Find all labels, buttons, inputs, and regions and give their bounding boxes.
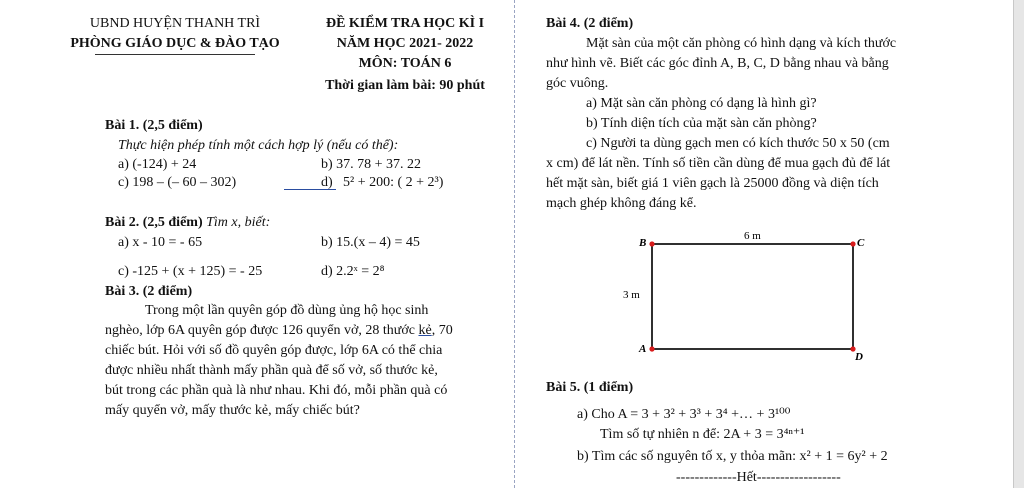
bai3-line1: Trong một lần quyên góp đồ dùng ủng hộ học sinh <box>145 303 429 318</box>
bai3-line2-post: , 70 <box>431 323 453 338</box>
bai5-b: b) Tìm các số nguyên tố x, y thỏa mãn: x² + 1 = 6y² + 2 <box>577 449 888 464</box>
time-limit: Thời gian làm bài: 90 phút <box>325 78 485 93</box>
bai5-a-expr: A = 3 + 3² + 3³ + 3⁴ +… + 3¹⁰⁰ <box>617 407 791 422</box>
bai5-a2: Tìm số tự nhiên n để: 2A + 3 = 3⁴ⁿ⁺¹ <box>600 427 805 442</box>
bai4-line2: như hình vẽ. Biết các góc đỉnh A, B, C, D bằng nhau và bằng <box>546 56 889 71</box>
bai5-a <box>577 407 790 423</box>
end-marker: -------------Hết------------------ <box>676 470 841 485</box>
exam-title: ĐỀ KIỂM TRA HỌC KÌ I <box>325 16 485 31</box>
bai3-line6: mấy quyển vở, mấy thước kẻ, mấy chiếc bút? <box>105 403 360 418</box>
bai4-question-a: a) Mặt sàn căn phòng có dạng là hình gì? <box>586 96 817 111</box>
header-district: UBND HUYỆN THANH TRÌ <box>89 16 261 31</box>
height-label: 3 m <box>623 289 640 301</box>
vertex-a-label: A <box>639 343 647 355</box>
bai3-line5: bút trong các phần quà là như nhau. Khi đó, mỗi phần quà có <box>105 383 448 398</box>
vertex-d-label: D <box>855 351 863 363</box>
width-label: 6 m <box>744 230 761 242</box>
room-floor-diagram <box>615 225 875 365</box>
bai3-title: Bài 3. (2 điểm) <box>105 284 193 299</box>
bai4-question-c-line2: x cm) để lát nền. Tính số tiền cần dùng để mua gạch đủ để lát <box>546 156 891 171</box>
bai2-d: d) 2.2ˣ = 2⁸ <box>321 264 385 279</box>
bai2-b: b) 15.(x – 4) = 45 <box>321 235 420 250</box>
bai1-a: a) (-124) + 24 <box>118 157 197 172</box>
bai4-question-c-line4: mạch ghép không đáng kể. <box>546 196 697 211</box>
bai5-a-prefix: a) Cho <box>577 407 615 422</box>
bai2-heading <box>105 215 270 231</box>
bai1-c: c) 198 – (– 60 – 302) <box>118 175 237 190</box>
bai2-title: Bài 2. (2,5 điểm) <box>105 215 203 230</box>
bai4-line3: góc vuông. <box>546 76 609 91</box>
bai1-title: Bài 1. (2,5 điểm) <box>105 118 203 133</box>
subject: MÔN: TOÁN 6 <box>358 56 452 71</box>
bai1-d-label: d) <box>321 175 333 190</box>
vertex-b-dot <box>649 241 654 246</box>
bai1-instruction: Thực hiện phép tính một cách hợp lý (nếu có thể): <box>118 138 399 153</box>
bai2-a: a) x - 10 = - 65 <box>118 235 203 250</box>
bai4-title: Bài 4. (2 điểm) <box>546 16 634 31</box>
bai1-d-expr: 5² + 200: ( 2 + 2³) <box>343 175 444 190</box>
bai3-line2-pre: nghèo, lớp 6A quyên góp được 126 quyển vở, 28 thước <box>105 323 415 338</box>
header-underline <box>95 54 255 55</box>
bai4-question-c-line3: hết mặt sàn, biết giá 1 viên gạch là 25000 đồng và diện tích <box>546 176 879 191</box>
bai5-title: Bài 5. (1 điểm) <box>546 380 634 395</box>
room-rectangle <box>652 244 853 349</box>
bai1-b: b) 37. 78 + 37. 22 <box>321 157 422 172</box>
vertex-b-label: B <box>639 237 647 249</box>
bai3-line4: được nhiều nhất thành mấy phần quà để số vở, số thước kẻ, <box>105 363 438 378</box>
column-divider <box>514 0 515 488</box>
bai2-instruction: Tìm x, biết: <box>206 215 271 230</box>
bai4-line1: Mặt sàn của một căn phòng có hình dạng và kích thước <box>586 36 897 51</box>
bai3-line3: chiếc bút. Hỏi với số đồ quyên góp được, lớp 6A có thể chia <box>105 343 443 358</box>
bai4-question-c-line1: c) Người ta dùng gạch men có kích thước 50 x 50 (cm <box>586 136 890 151</box>
school-year: NĂM HỌC 2021- 2022 <box>336 36 474 51</box>
vertex-c-label: C <box>857 237 865 249</box>
vertex-a-dot <box>649 346 654 351</box>
bai4-question-b: b) Tính diện tích của mặt sàn căn phòng? <box>586 116 817 131</box>
bai3-word-ke: kẻ <box>418 323 432 338</box>
bai3-line2 <box>105 323 453 339</box>
vertex-c-dot <box>850 241 855 246</box>
bai2-c: c) -125 + (x + 125) = - 25 <box>118 264 263 279</box>
header-department: PHÒNG GIÁO DỤC & ĐÀO TẠO <box>70 36 280 51</box>
